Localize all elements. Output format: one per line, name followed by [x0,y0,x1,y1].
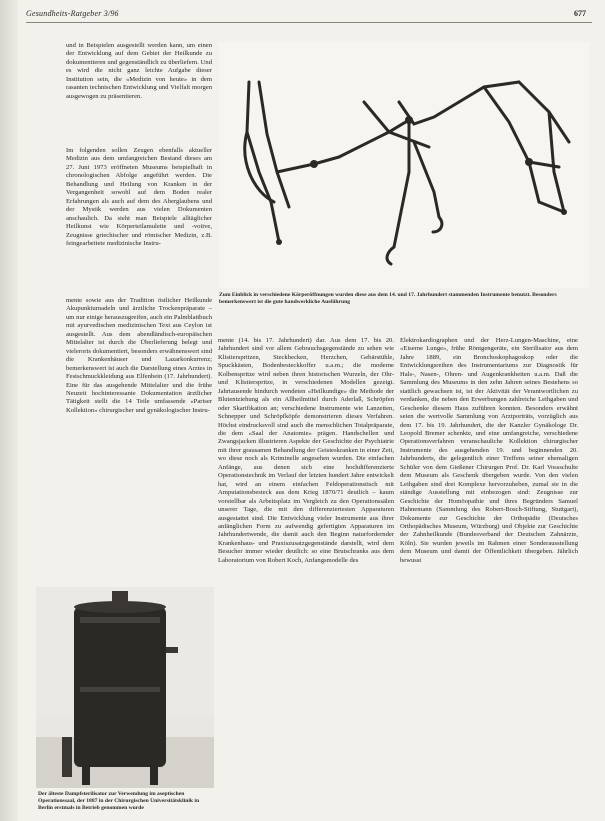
sterilizer-photo [36,587,214,788]
figure-caption-sterilizer: Der älteste Dampfsterilisator zur Verwendung im aseptischen Operationssaal, der 1887 in der Chirurgischen Universitätsklinik in Berlin erstmals in Betrieb genommen wurde [38,791,200,811]
text-column-1-bottom [66,297,212,417]
header-rule [26,22,592,23]
paragraph: Elektrokardiographen und der Herz-Lungen-Maschine, eine «Eiserne Lunge», frühe Röntgengeräte, ein Sterilisator aus dem Jahre 1889, ein Bronchoskophagoskop oder die Entwicklungsreihen des Instrumentariums zur Diagnostik für Hals-, Nasen-, Ohren- und Augenkrankheiten u.a.m. Daß die Sammlung des Museums in den zehn Jahren seines Bestehens so stattlich gewachsen ist, ist der Aktivität der Verantwortlichen zu verdanken, die neben den Erwerbungen zahlreiche Leihgaben und Geschenke diesem Haus zuführen konnten. Besonders erwähnt seien die wertvolle Sammlung von Arztporträts, vorzüglich aus dem 17. bis 19. Jahrhundert, die der Kanzler Gynäkologe Dr. Leopold Bremer schenkte, und eine umfangreiche, verschiedene Operationsverfahren veranschauliche Kollektion chirurgischer Instrumente des ausgehenden 19. und beginnenden 20. Jahrhunderts, die gelegentlich einer Treffens seiner ehemaligen Schüler von dem Gießener Chirurgen Prof. Dr. Karl Vossschulte dem Museum als Geschenk übergeben wurde. Von den vielen Leihgaben sind drei Komplexe hervorzuheben, zumal sie in die ständige Ausstellung mit einbezogen sind: Zeugnisse zur Geschichte der Homöopathie und ihres Begründers Samuel Hahnemann (Sammlung des Robert-Bosch-Stiftung, Stuttgart), Dokumente zur Geschichte der Orthopädie (Deutsches Orthopädisches Museum, Würzburg) und Objekte zur Geschichte der Zahnheilkunde (Bundesverband der Deutschen Zahnärzte, Köln). Sie wurden jeweils im Rahmen einer Sonderausstellung dem Museum und damit der Öffentlichkeit übergeben. Jährlich bewusst [400,337,578,564]
binder-margin [0,0,18,821]
paragraph: Im folgenden sollen Zeugen ebenfalls aktueller Medizin aus dem umfangreichen Bestand dieses am 27. Juni 1973 eröffneten Museums beispielhaft in chronologischen Abfolge angeführt werden. Die Behandlung und Heilung von Kranken in der Vergangenheit sowohl auf dem Boden realer Erfahrungen als auch auf dem des Aberglaubens und der Mystik werden aus vielen Dokumenten anschaulich. Da sieht man Beispiele alltäglicher Heilkunst wie Körperteilamulette und -votive, Zeugnisse griechischer und römischer Medizin, z.B. feingearbeitete medizinische Instru- [66,147,212,247]
text-column-2 [218,337,394,567]
figure-caption-instruments: Zum Einblick in verschiedene Körperöffnungen wurden diese aus dem 14. und 17. Jahrhundert stammenden Instrumente benutzt. Besonders bemerkenswert ist die gute handwerkliche Ausführung [219,292,557,305]
running-header: Gesundheits-Ratgeber 3/96 [26,9,119,18]
paragraph: und in Beispielen ausgestellt werden kann, um einen der Entwicklung auf dem Gebiet der Heilkunde zu dokumentieren und gegenständlich zu überliefern. Und es wird die nicht ganz leichte Aufgabe dieser Institution sein, die «Medizin von heute» in dem rasanten technischen Entwicklung und Vielfalt morgen ausgewogen zu präsentieren. [66,42,212,100]
text-column-1-middle [66,147,212,250]
paragraph: mente (14. bis 17. Jahrhundert) dar. Aus dem 17. bis 20. Jahrhundert sind vor allem Gebrauchsgegenstände zu sehen wie Klistierspritzen, Steckbecken, Herzchen, Gebärstühle, Spuckkästen, Bodenbesteckkoffer u.a.m.; die moderne Kolbenspritze wird neben ihren historischen Wurzeln, der Ohr- und Klistierspritze, in verschiedenen Modellen gezeigt. Jahrtausende hindurch wendeten «Heilkundige» die Methode der Blutentziehung als ein Allheilmittel durch Aderlaß, Schröpfen oder Skarifikation an; verschiedene Instrumente wie Lanzetten, Schnepper und Schröpfköpfe demonstrieren dieses Verfahren. Höchst eindrucksvoll sind auch die menschlichen Totalpräparate, die dem «Saal der Anatomie» prägen. Handschellen und Zwangsjacken illustrieren Aspekte der Geschichte der Psychiatrie mit ihrer grausamen Behandlung der Geisteskranken in einer Zeit, wo diese noch als Kriminelle angesehen wurden. Die einfachen Anfänge, aus denen sich eine hochdifferenzierte Operationstechnik im Verlauf der letzten hundert Jahre entwickelt hat, wird an einem einfachen Feldoperationstisch mit Amputationsbesteck aus dem Krieg 1870/71 deutlich – kaum vorstellbar als Arbeitsplatz im Vergleich zu den Operationssälen unserer Tage, die mit den differenziertesten Apparaturen ausgestattet sind. Die Entwicklung vieler Instrumente aus ihrer anfänglichen Form zu aufwendig gefertigten Apparaturen im Jahrhundertwende, die damit auch den Beginn naturfordernder Krankenhaus- und Praxiszusatzgegenstände darstellt, wird dem Besucher immer wieder deutlich: so eine Brutschranks aus dem Laboratorium von Robert Koch, Anfangsmodelle des [218,337,394,564]
instruments-photo [219,42,589,288]
steam-sterilizer-image [36,587,214,788]
speculum-instruments-image [219,42,589,288]
text-column-3 [400,337,578,567]
paragraph: mente sowie aus der Tradition östlicher Heilkunde Akupunkturnadeln und ärztliche Trockenpräparate – um nur einige herauszugreifen, auch ein Palmblattbuch mit ayurvedischen medizinischen Text aus Ceylon ist ausgestellt. Aus dem abendländisch-europäischen Mittelalter ist durch die Überlieferung belegt und vielerorts dokumentiert, besonders erwähnenswert sind die Krankenhäuser und Lazarkonkurrenz; bemerkenswert ist auch die Darstellung eines Arztes in Festschmuckkleidung aus Elfenbein (17. Jahrhundert). Eine für das ausgehende Mittelalter und die frühe Neuzeit hochinteressante Dokumentation ärztlicher Tätigkeit stellt die 14 Teile umfassende «Pariser Kollektion» chirurgischer und gynäkologischer Instru- [66,297,212,414]
page-number: 677 [574,9,586,18]
text-column-1-top [66,42,212,103]
